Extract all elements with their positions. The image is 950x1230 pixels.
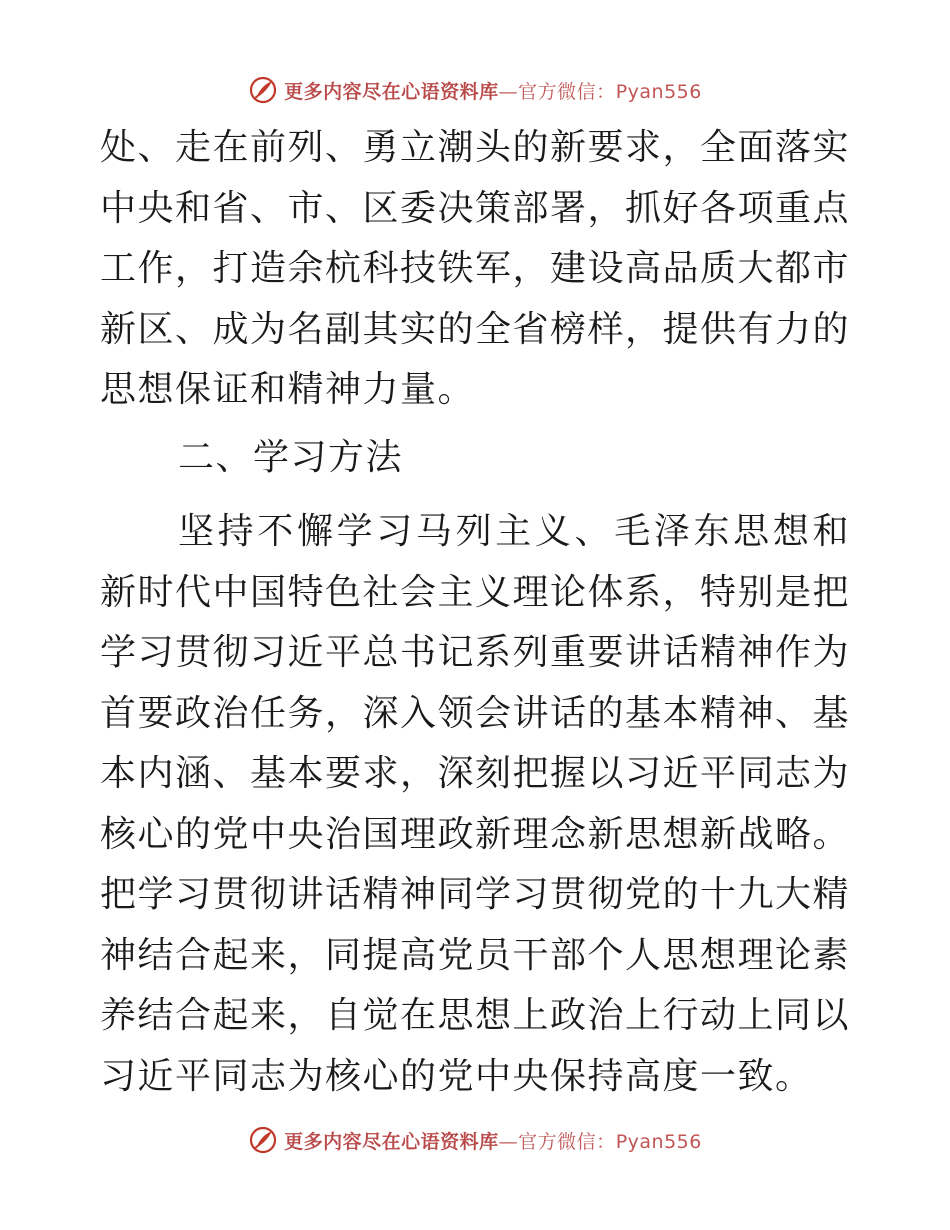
footer-wechat-id: Pyan556 [615,1130,702,1153]
footer-watermark-banner [0,1122,950,1158]
header-site-name: 更多内容尽在心语资料库 [284,80,499,103]
document-body [100,118,850,1107]
header-separator: — [498,80,519,103]
header-banner-text [284,77,702,104]
footer-separator: — [498,1130,519,1153]
footer-wechat-label: 官方微信： [518,1130,616,1153]
footer-site-name: 更多内容尽在心语资料库 [284,1130,499,1153]
header-wechat-label: 官方微信： [518,80,616,103]
paragraph-study-methods: 坚持不懈学习马列主义、毛泽东思想和新时代中国特色社会主义理论体系，特别是把学习贯彻习近平总书记系列重要讲话精神作为首要政治任务，深入领会讲话的基本精神、基本内涵、基本要求，深刻把握以习近平同志为核心的党中央治国理政新理念新思想新战略。把学习贯彻讲话精神同学习贯彻党的十九大精神结合起来，同提高党员干部个人思想理论素养结合起来，自觉在思想上政治上行动上同以习近平同志为核心的党中央保持高度一致。 [100,511,851,1097]
section-heading: 二、学习方法 [178,436,404,478]
header-wechat-id: Pyan556 [615,80,702,103]
footer-banner-text [284,1127,702,1154]
header-watermark-banner [0,72,950,108]
paragraph-continued: 处、走在前列、勇立潮头的新要求，全面落实中央和省、市、区委决策部署，抓好各项重点工作，打造余杭科技铁军，建设高品质大都市新区、成为名副其实的全省榜样，提供有力的思想保证和精神力量。 [100,127,851,410]
quill-logo-icon [248,75,278,105]
quill-logo-icon [248,1125,278,1155]
